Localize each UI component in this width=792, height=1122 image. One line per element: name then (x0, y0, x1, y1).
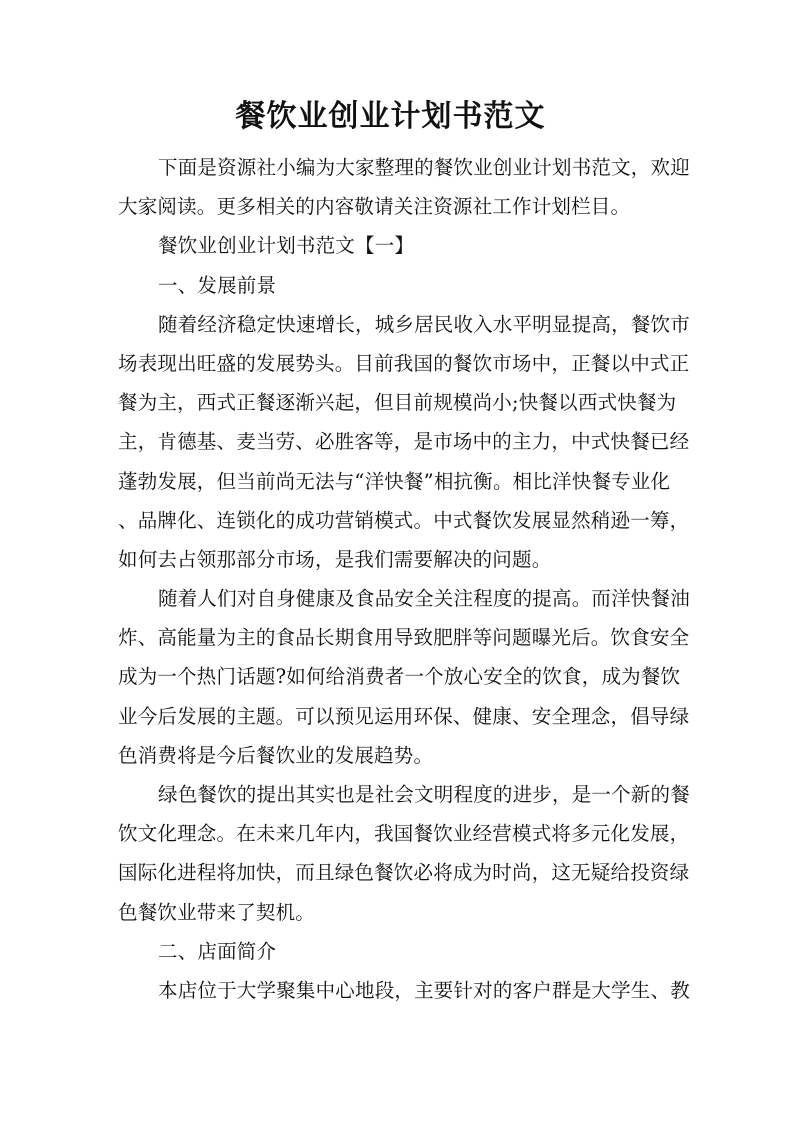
section-heading: 一、发展前景 (158, 273, 277, 297)
text-line: 国际化进程将加快，而且绿色餐饮必将成为时尚，这无疑给投资绿 (118, 861, 690, 885)
text-line: 绿色餐饮的提出其实也是社会文明程度的进步，是一个新的餐 (158, 783, 690, 806)
text-line: 大家阅读。更多相关的内容敬请关注资源社工作计划栏目。 (118, 195, 631, 219)
text-line: 业今后发展的主题。可以预见运用环保、健康、安全理念，倡导绿 (118, 704, 690, 728)
text-line: 、品牌化、连锁化的成功营销模式。中式餐饮发展显然稍逊一筹， (118, 508, 690, 532)
text-line: 饮文化理念。在未来几年内，我国餐饮业经营模式将多元化发展， (118, 822, 690, 846)
section-heading: 二、店面简介 (158, 939, 277, 963)
text-line: 随着人们对自身健康及食品安全关注程度的提高。而洋快餐油 (158, 587, 690, 611)
text-line: 如何去占领那部分市场，是我们需要解决的问题。 (118, 547, 552, 571)
text-line: 主，肯德基、麦当劳、必胜客等，是市场中的主力，中式快餐已经 (118, 430, 690, 454)
document-body (118, 148, 690, 1010)
text-line: 随着经济稳定快速增长，城乡居民收入水平明显提高，餐饮市 (158, 312, 690, 336)
section-heading: 餐饮业创业计划书范文【一】 (158, 234, 415, 258)
text-line: 炸、高能量为主的食品长期食用导致肥胖等问题曝光后。饮食安全 (118, 626, 690, 650)
text-line: 餐为主，西式正餐逐渐兴起，但目前规模尚小;快餐以西式快餐为 (118, 391, 677, 415)
document-title: 餐饮业创业计划书范文 (235, 99, 546, 134)
text-line: 色餐饮业带来了契机。 (118, 900, 316, 924)
text-line: 色消费将是今后餐饮业的发展趋势。 (118, 743, 434, 767)
text-line: 成为一个热门话题?如何给消费者一个放心安全的饮食，成为餐饮 (118, 665, 681, 689)
text-line: 下面是资源社小编为大家整理的餐饮业创业计划书范文，欢迎 (158, 156, 690, 179)
text-line: 场表现出旺盛的发展势头。目前我国的餐饮市场中，正餐以中式正 (118, 351, 690, 375)
text-line: 蓬勃发展，但当前尚无法与“洋快餐”相抗衡。相比洋快餐专业化 (118, 469, 671, 493)
text-line: 本店位于大学聚集中心地段，主要针对的客户群是大学生、教 (158, 978, 690, 1002)
